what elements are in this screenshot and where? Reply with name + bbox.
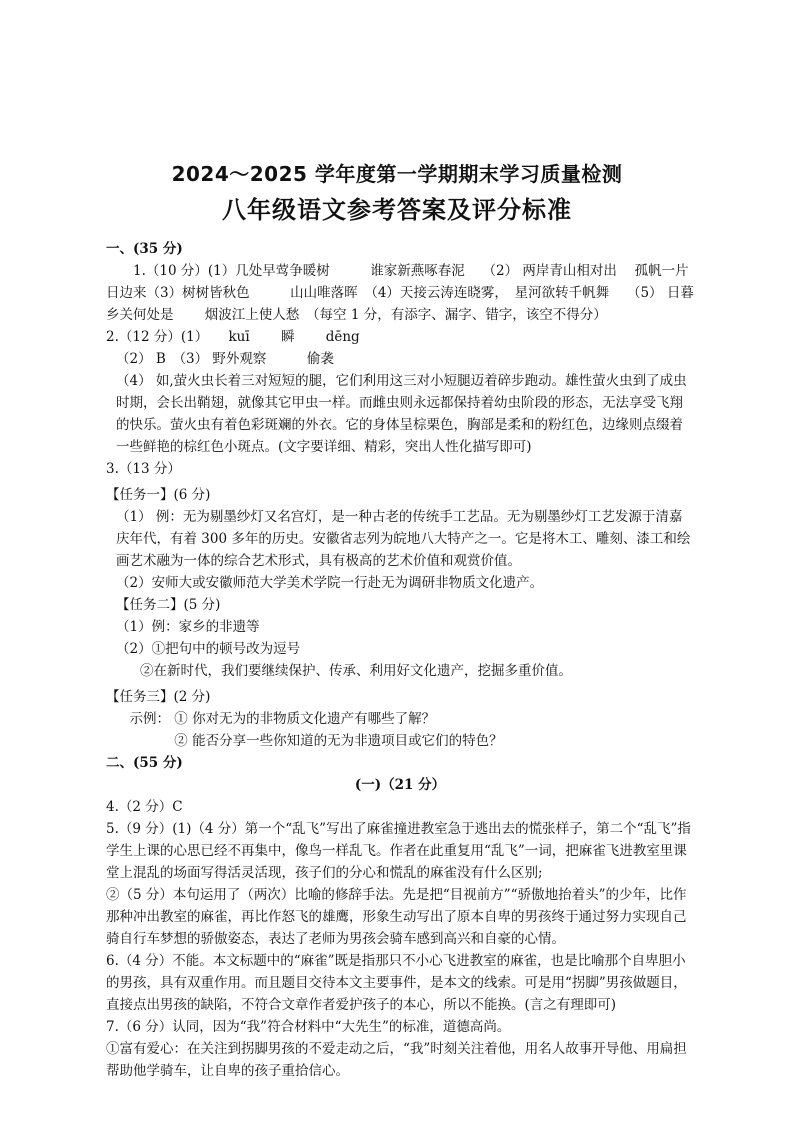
answer-key-title: 八年级语文参考答案及评分标准 bbox=[222, 195, 572, 224]
answer-line: 2.（12 分）(1） kuī 瞬 dēng bbox=[106, 329, 360, 345]
answer-line: （2） B （3） 野外观察 偷袭 bbox=[116, 351, 334, 367]
answer-line: （2）安师大或安徽师范大学美术学院一行赴无为调研非物质文化遗产。 bbox=[116, 575, 544, 591]
answer-line: 二、(55 分) bbox=[106, 755, 183, 771]
answer-line: 【任务二】(5 分) bbox=[116, 597, 221, 613]
answer-line: （1） 例：无为剔墨纱灯又名宫灯，是一种古老的传统手工艺品。无为剔墨纱灯工艺发源于清嘉庆年代，有着 300 多年的历史。安徽省志列为皖地八大特产之一。它是将木工、雕刻、漆工和绘画艺术融为一体的综合艺术形式，具有极高的艺术价值和观赏价值。 bbox=[116, 509, 691, 569]
answer-line: （1）例：家乡的非遗等 bbox=[116, 619, 260, 635]
answer-line: ②在新时代，我们要继续保护、传承、利用好文化遗产，挖掘多重价值。 bbox=[140, 663, 572, 679]
answer-line: （4） 如,萤火虫长着三对短短的腿，它们利用这三对小短腿迈着碎步跑动。雄性萤火虫到了成虫时期，会长出鞘翅，就像其它甲虫一样。而雌虫则永远都保持着幼虫阶段的形态，无法享受飞翔的快乐。萤火虫有着色彩斑斓的外衣。它的身体呈棕栗色，胸部是柔和的粉红色，边缘则点缀着一些鲜艳的棕红色小斑点。(文字要详细、精彩，突出人性化描写即可) bbox=[116, 373, 687, 455]
answer-line: 一、(35 分) bbox=[106, 241, 183, 257]
answer-line: 7.（6 分）认同，因为“我”符合材料中“大先生”的标准，道德高尚。 bbox=[106, 1019, 511, 1035]
answer-line: 示例： ① 你对无为的非物质文化遗产有哪些了解？ bbox=[116, 711, 436, 727]
answer-line: ② 能否分享一些你知道的无为非遗项目或它们的特色？ bbox=[116, 733, 503, 749]
answer-line: 4.（2 分）C bbox=[106, 799, 183, 815]
answer-line: ①富有爱心：在关注到拐脚男孩的不爱走动之后，“我”时刻关注着他，用名人故事开导他、用扁担帮助他学骑车，让自卑的孩子重拾信心。 bbox=[106, 1041, 687, 1079]
answer-line: 6.（4 分）不能。本文标题中的“麻雀”既是指那只不小心飞进教室的麻雀，也是比喻那个自卑胆小的男孩，具有双重作用。而且题目交待本文主要事件，是本文的线索。可是用“拐脚”男孩做题目，直接点出男孩的缺陷，不符合文章作者爱护孩子的本心，所以不能换。(言之有理即可) bbox=[106, 953, 687, 1013]
answer-line: 【任务一】(6 分) bbox=[106, 487, 211, 503]
answer-line: (一)（21 分） bbox=[354, 777, 446, 793]
answer-line: 1.（10 分）(1）几处早莺争暖树 谁家新燕啄春泥 （2） 两岸青山相对出 孤帆一片日边来（3）树树皆秋色 山山唯落晖 （4）天接云涛连晓雾， 星河欲转千帆舞 （5） 日暮乡关何处是 烟波江上使人愁 （每空 1 分，有添字、漏字、错字，该空不得分） bbox=[106, 263, 694, 323]
answer-line: ②（5 分）本句运用了（两次）比喻的修辞手法。先是把“目视前方”“骄傲地抬着头”的少年，比作那种冲出教室的麻雀，再比作怒飞的雄鹰，形象生动写出了原本自卑的男孩终于通过努力实现自己骑自行车梦想的骄傲姿态，表达了老师为男孩会骑车感到高兴和自豪的心情。 bbox=[106, 887, 687, 947]
answer-line: （2）①把句中的顿号改为逗号 bbox=[116, 641, 301, 657]
answer-line: 5.（9 分）(1)（4 分）第一个“乱飞”写出了麻雀撞进教室急于逃出去的慌张样子，第二个“乱飞”指学生上课的心思已经不再集中，像鸟一样乱飞。作者在此重复用“乱飞”一词，把麻雀飞进教室里课堂上混乱的场面写得活灵活现，孩子们的分心和慌乱的麻雀没有什么区别; bbox=[106, 821, 691, 881]
answer-line: 3.（13 分） bbox=[106, 461, 181, 477]
answer-line: 【任务三】(2 分) bbox=[106, 689, 211, 705]
exam-title: 2024～2025 学年度第一学期期末学习质量检测 bbox=[171, 162, 623, 186]
answer-content bbox=[106, 238, 694, 1082]
